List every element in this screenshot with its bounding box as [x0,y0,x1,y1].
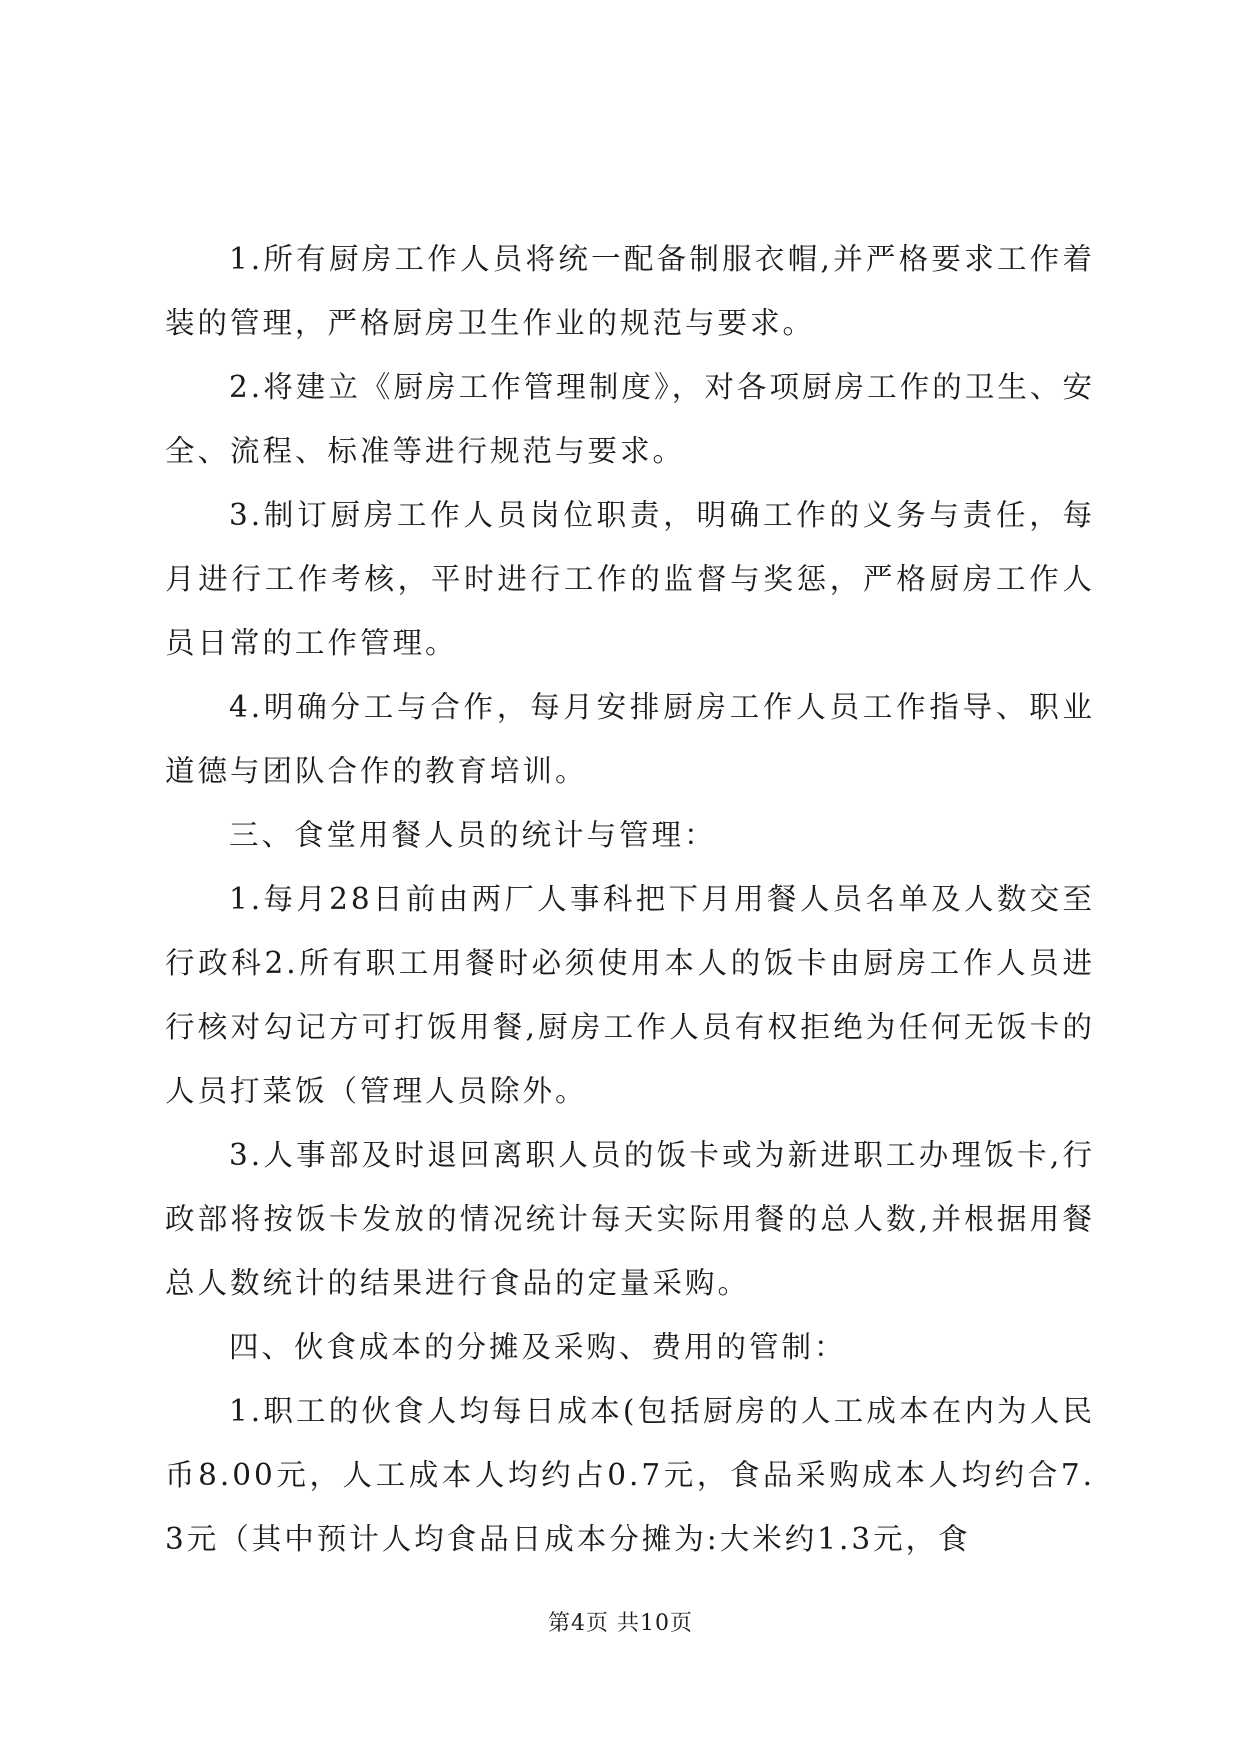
paragraph-job-duties: 3.制订厨房工作人员岗位职责，明确工作的义务与责任，每月进行工作考核，平时进行工作的监督与奖惩，严格厨房工作人员日常的工作管理。 [165,498,1095,660]
section-heading-cost-control: 四、伙食成本的分摊及采购、费用的管制： [229,1330,847,1364]
paragraph-meal-list: 1.每月28日前由两厂人事科把下月用餐人员名单及人数交至行政科2.所有职工用餐时必须使用本人的饭卡由厨房工作人员进行核对勾记方可打饭用餐,厨房工作人员有权拒绝为任何无饭卡的人员打菜饭（管理人员除外。 [165,882,1095,1108]
paragraph-training: 4.明确分工与合作，每月安排厨房工作人员工作指导、职业道德与团队合作的教育培训。 [165,690,1095,788]
section-heading-diner-statistics: 三、食堂用餐人员的统计与管理： [229,818,717,852]
paragraph-meal-cost: 1.职工的伙食人均每日成本(包括厨房的人工成本在内为人民币8.00元，人工成本人均约占0.7元，食品采购成本人均约合7.3元（其中预计人均食品日成本分摊为:大米约1.3元，食 [165,1394,1095,1556]
document-body [165,227,1095,1571]
paragraph-uniforms: 1.所有厨房工作人员将统一配备制服衣帽,并严格要求工作着装的管理，严格厨房卫生作业的规范与要求。 [165,242,1095,340]
paragraph-management-system: 2.将建立《厨房工作管理制度》，对各项厨房工作的卫生、安全、流程、标准等进行规范与要求。 [165,370,1095,468]
paragraph-meal-cards: 3.人事部及时退回离职人员的饭卡或为新进职工办理饭卡,行政部将按饭卡发放的情况统计每天实际用餐的总人数,并根据用餐总人数统计的结果进行食品的定量采购。 [165,1138,1095,1300]
page-number-footer: 第4页 共10页 [548,1611,693,1636]
